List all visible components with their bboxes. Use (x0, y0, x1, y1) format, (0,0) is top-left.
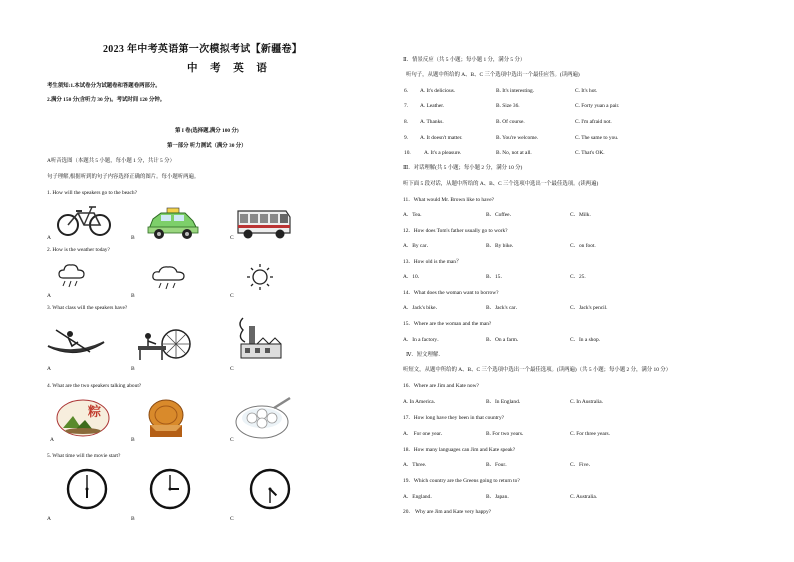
q8-option-c[interactable]: C. I'm afraid not. (575, 119, 612, 125)
q12-option-c[interactable]: C．on foot. (570, 243, 596, 249)
q6-option-c[interactable]: C. It's hot. (575, 88, 598, 94)
q8-number: 8. (404, 119, 409, 125)
rowing-image (46, 320, 106, 362)
q14-option-c[interactable]: C．Jack's pencil. (570, 305, 608, 311)
q15-text: 15．Where are the woman and the man? (403, 321, 492, 327)
q10-number: 10. (404, 150, 411, 156)
question-1: 1. How will the speakers go to the beach? (47, 190, 137, 196)
cloud-rain-image (151, 264, 187, 292)
q7-option-a[interactable]: A. Leather. (420, 103, 445, 109)
q7-option-b[interactable]: B. Size 36. (496, 103, 520, 109)
q15-option-c[interactable]: C．In a shop. (570, 337, 601, 343)
q13-option-a[interactable]: A．10． (403, 274, 424, 280)
q9-option-a[interactable]: A. It doesn't matter. (420, 135, 463, 141)
question-3: 3. What class will the speakers have? (47, 305, 128, 311)
bus-image (236, 205, 292, 241)
q11-option-a[interactable]: A．Tea． (403, 212, 426, 218)
q6-option-b[interactable]: B. It's interesting. (496, 88, 535, 94)
sun-image (245, 262, 275, 292)
q14-option-b[interactable]: B．Jack's car． (486, 305, 521, 311)
q15-option-a[interactable]: A．In a factory． (403, 337, 443, 343)
bicycle-image (56, 203, 112, 237)
q19-option-c[interactable]: C. Australia. (570, 494, 598, 500)
q9-number: 9. (404, 135, 409, 141)
rain-image (57, 262, 87, 290)
svg-text:粽: 粽 (88, 405, 102, 420)
q18-option-b[interactable]: B．Four． (486, 462, 511, 468)
q13-option-b[interactable]: B．15． (486, 274, 506, 280)
q3-option-b[interactable]: B (131, 366, 135, 372)
q19-option-a[interactable]: A．England． (403, 494, 436, 500)
q2-option-a[interactable]: A (47, 293, 51, 299)
q14-option-a[interactable]: A．Jack's bike． (403, 305, 441, 311)
section-a-title: A听音选图（本题共 5 小题，每小题 1 分，共计 5 分） (47, 158, 175, 164)
spinning-wheel-image (136, 320, 192, 362)
q19-text: 19．Which country are the Greens going to return to? (403, 478, 520, 484)
q18-text: 18．How many languages can Jim and Kate speak? (403, 447, 516, 453)
q7-option-c[interactable]: C. Forty yuan a pair. (575, 103, 620, 109)
q15-option-b[interactable]: B．On a farm． (486, 337, 523, 343)
q13-text: 13．How old is the man？ (403, 259, 462, 265)
notes-line-1: 考生须知:1.本试卷分为试题卷和答题卷两部分。 (47, 83, 161, 89)
q11-option-c[interactable]: C．Milk. (570, 212, 591, 218)
q5-option-a[interactable]: A (47, 516, 51, 522)
q2-option-c[interactable]: C (230, 293, 234, 299)
q11-text: 11．What would Mr. Brown like to have? (403, 197, 494, 203)
section-3-title: Ⅲ．对话理解(共 5 小题；每小题 2 分，满分 10 分) (403, 165, 523, 171)
q1-option-a[interactable]: A (47, 235, 51, 241)
q9-option-b[interactable]: B. You're welcome. (496, 135, 539, 141)
taxi-image (145, 205, 199, 241)
q16-option-b[interactable]: B．In England． (486, 399, 525, 405)
section-4-title: Ⅳ．短文理解． (406, 352, 444, 358)
factory-image (235, 316, 285, 362)
q7-number: 7. (404, 103, 409, 109)
q6-option-a[interactable]: A. It's delicious. (420, 88, 456, 94)
q3-option-c[interactable]: C (230, 366, 234, 372)
q12-option-a[interactable]: A．By car． (403, 243, 432, 249)
q10-option-a[interactable]: A. It's a pleasure. (424, 150, 462, 156)
q3-option-a[interactable]: A (47, 366, 51, 372)
q5-option-c[interactable]: C (230, 516, 234, 522)
question-4: 4. What are the two speakers talking about? (47, 383, 142, 389)
section-2-instructions: 听句子，从题中所给的 A、B、C 三个选项中选出一个最佳应答。(读两遍) (406, 72, 580, 78)
q6-number: 6. (404, 88, 409, 94)
q1-option-c[interactable]: C (230, 235, 234, 241)
q18-option-c[interactable]: C．Five． (570, 462, 594, 468)
q17-text: 17．How long have they been in that country? (403, 415, 505, 421)
q16-text: 16．Where are Jim and Kate now? (403, 383, 479, 389)
q18-option-a[interactable]: A．Three. (403, 462, 427, 468)
q13-option-c[interactable]: C．25. (570, 274, 586, 280)
part1-title: 第一部分 听力测试（满分 30 分） (167, 143, 247, 149)
q4-option-a[interactable]: A (50, 437, 54, 443)
tangyuan-image (234, 396, 292, 442)
section-a-instructions: 句子理解,根据听到的句子内容选择正确的图片。每小题听两遍。 (47, 174, 200, 180)
q17-option-b[interactable]: B. For two years． (486, 431, 528, 437)
q19-option-b[interactable]: B．Japan． (486, 494, 513, 500)
q20-text: 20． Why are Jim and Kate very happy? (403, 509, 492, 515)
zongzi-image (55, 398, 111, 438)
q14-text: 14．What does the woman want to borrow? (403, 290, 499, 296)
mooncake-image (146, 397, 186, 439)
q17-option-a[interactable]: A． For one year． (403, 431, 447, 437)
q4-option-b[interactable]: B (131, 437, 135, 443)
exam-title: 2023 年中考英语第一次模拟考试【新疆卷】 (103, 44, 303, 55)
section-2-title: Ⅱ．情景反应（共 5 小题；每小题 1 分，满分 5 分） (403, 57, 526, 63)
q8-option-b[interactable]: B. Of course. (496, 119, 525, 125)
q12-text: 12．How does Tom's father usually go to work? (403, 228, 508, 234)
q5-option-b[interactable]: B (131, 516, 135, 522)
q1-option-b[interactable]: B (131, 235, 135, 241)
q2-option-b[interactable]: B (131, 293, 135, 299)
q8-option-a[interactable]: A. Thanks. (420, 119, 444, 125)
q9-option-c[interactable]: C. The same to you. (575, 135, 619, 141)
question-5: 5. What time will the movie start? (47, 453, 121, 459)
subject-title: 中 考 英 语 (187, 63, 272, 74)
volume-title: 第 I 卷(选择题,满分 100 分) (175, 128, 239, 134)
clock-b-image (149, 467, 191, 511)
section-4-instructions: 听短文，从题中所给的 A、B、C 三个选项中选出一个最佳选项。(读两遍)（共 5 小题；每小题 2 分，满分 10 分） (403, 367, 672, 373)
q16-option-c[interactable]: C. In Australia. (570, 399, 603, 405)
q17-option-c[interactable]: C. For three years. (570, 431, 610, 437)
q4-option-c[interactable]: C (230, 437, 234, 443)
q10-option-c[interactable]: C. That's OK. (575, 150, 605, 156)
clock-c-image (249, 467, 291, 511)
question-2: 2. How is the weather today? (47, 247, 110, 253)
q10-option-b[interactable]: B. No, not at all. (496, 150, 532, 156)
notes-line-2: 2.满分 150 分(含听力 30 分)。考试时间 120 分钟。 (47, 97, 166, 103)
q12-option-b[interactable]: B．By bike． (486, 243, 518, 249)
q16-option-a[interactable]: A. In America． (403, 399, 440, 405)
clock-a-image (66, 467, 108, 511)
section-3-instructions: 听下面 5 段对话，从题中所给的 A、B、C 三个选项中选出一个最佳选项。(读两遍) (403, 181, 599, 187)
q11-option-b[interactable]: B．Coffee． (486, 212, 515, 218)
